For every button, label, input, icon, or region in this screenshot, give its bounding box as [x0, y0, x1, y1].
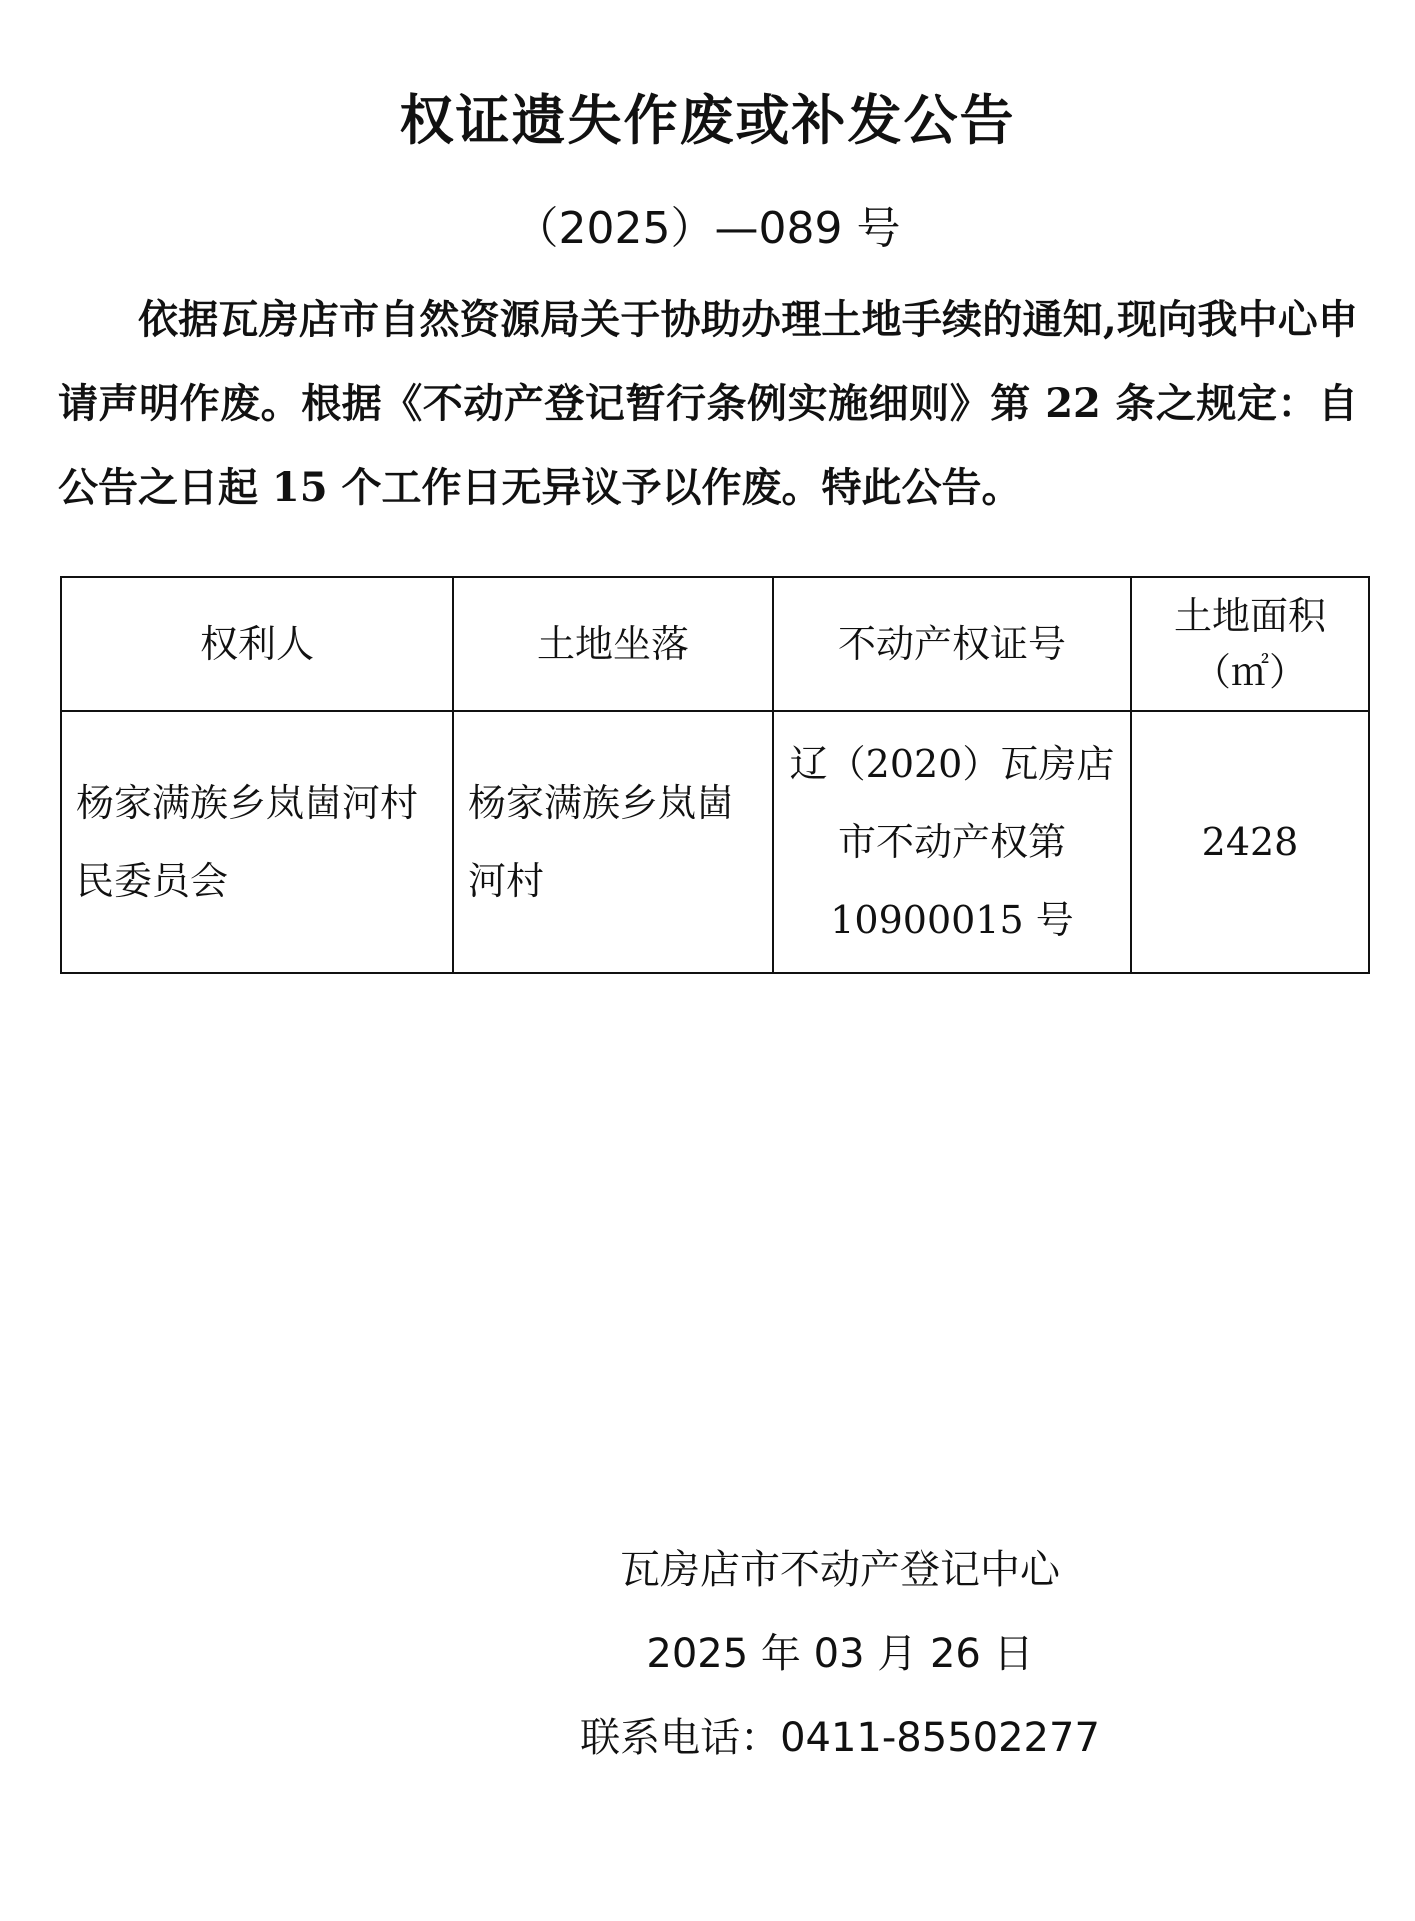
header-land-area: 土地面积（㎡）: [1131, 577, 1369, 711]
notice-paragraph: 依据瓦房店市自然资源局关于协助办理土地手续的通知,现向我中心申请声明作废。根据《不动产登记暂行条例实施细则》第 22 条之规定：自公告之日起 15 个工作日无异议予以作废。特此公告。: [58, 296, 1358, 511]
header-certificate-number: 不动产权证号: [773, 577, 1131, 711]
table-row: [61, 711, 1369, 973]
header-rights-holder: 权利人: [61, 577, 453, 711]
header-land-location: 土地坐落: [453, 577, 773, 711]
table-header-row: [61, 577, 1369, 711]
cell-certificate-number: 辽（2020）瓦房店市不动产权第 10900015 号: [773, 711, 1131, 973]
contact-phone: 联系电话：0411-85502277: [580, 1715, 1100, 1761]
notice-body: [58, 278, 1358, 530]
cell-land-location: 杨家满族乡岚崮河村: [453, 711, 773, 973]
issue-date: 2025 年 03 月 26 日: [646, 1631, 1034, 1677]
issuer-name: 瓦房店市不动产登记中心: [620, 1547, 1060, 1593]
cell-rights-holder: 杨家满族乡岚崮河村民委员会: [61, 711, 453, 973]
cell-land-area: 2428: [1131, 711, 1369, 973]
notice-title: 权证遗失作废或补发公告: [399, 89, 1016, 152]
certificate-table: [60, 576, 1370, 974]
notice-number: （2025）—089 号: [514, 203, 901, 254]
